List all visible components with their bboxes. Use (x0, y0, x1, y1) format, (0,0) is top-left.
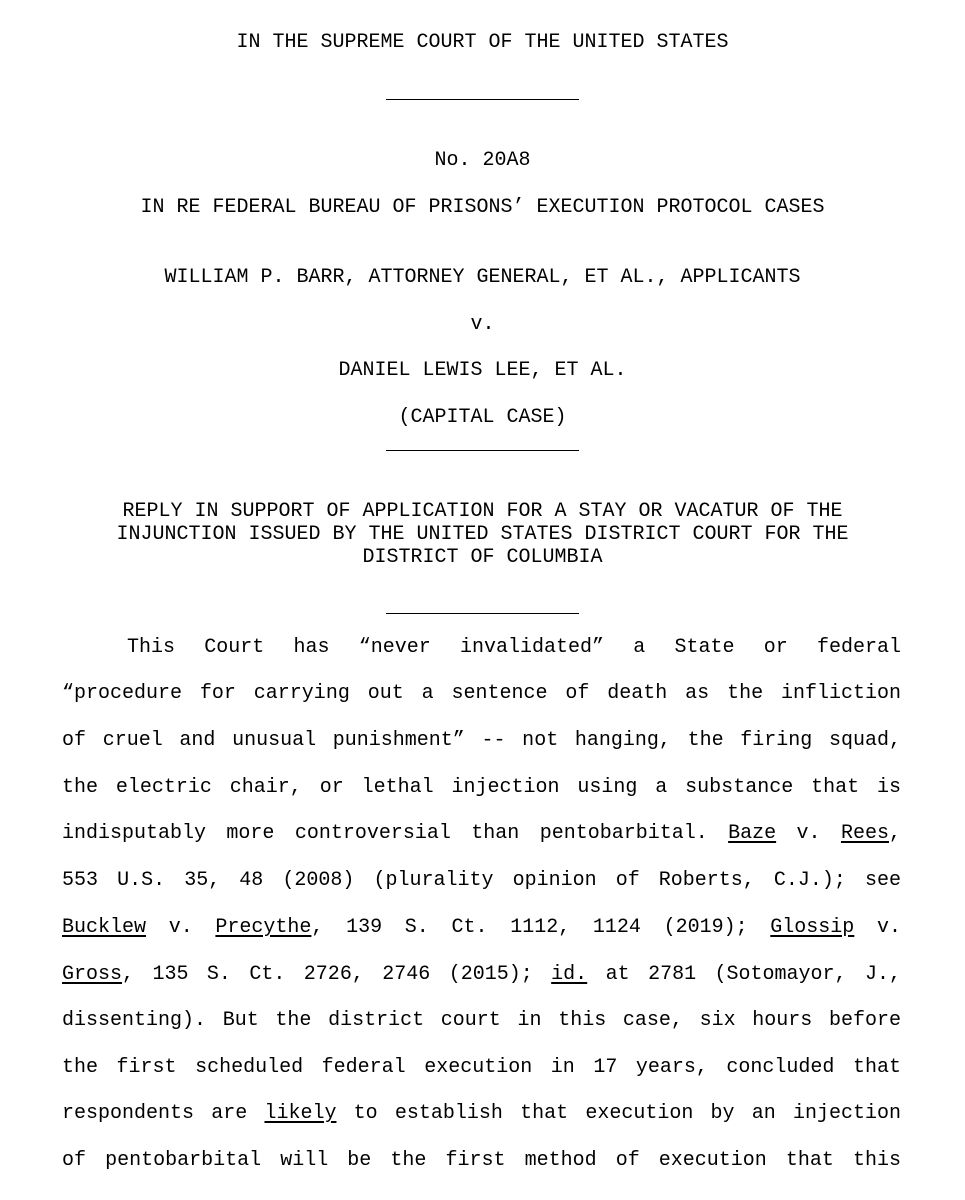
case-name-gross: Gross (62, 963, 123, 986)
body-text: , 139 S. Ct. 1112, 1124 (2019); (311, 916, 771, 939)
case-type-label: (CAPITAL CASE) (398, 406, 567, 429)
respondents-line: DANIEL LEWIS LEE, ET AL. (338, 359, 627, 382)
divider-rule-3 (386, 613, 579, 614)
emphasis-likely: likely (264, 1102, 337, 1125)
title-line-3: DISTRICT OF COLUMBIA (362, 546, 603, 569)
body-text: v. (146, 916, 216, 939)
body-text: at 2781 (Sotomayor, J., (587, 963, 902, 986)
body-line-4: the electric chair, or lethal injection using a substance that is (62, 776, 901, 799)
case-caption: IN RE FEDERAL BUREAU OF PRISONS’ EXECUTION PROTOCOL CASES (140, 196, 825, 219)
case-name-precythe: Precythe (215, 916, 312, 939)
divider-rule-1 (386, 99, 579, 100)
case-name-rees: Rees (840, 822, 889, 845)
body-line-6: 553 U.S. 35, 48 (2008) (plurality opinion of Roberts, C.J.); see (62, 869, 901, 892)
divider-rule-2 (386, 450, 579, 451)
case-name-glossip: Glossip (770, 916, 855, 939)
body-line-9: dissenting). But the district court in this case, six hours before (62, 1009, 901, 1032)
body-line-7 (62, 916, 901, 940)
body-text: , (888, 822, 901, 845)
title-line-2: INJUNCTION ISSUED BY THE UNITED STATES DISTRICT COURT FOR THE (116, 523, 849, 546)
body-text: respondents are (62, 1102, 265, 1125)
citation-id: id. (551, 963, 588, 986)
body-text: , 135 S. Ct. 2726, 2746 (2015); (122, 963, 552, 986)
body-text: indisputably more controversial than pentobarbital. (62, 822, 729, 845)
body-line-2: “procedure for carrying out a sentence of death as the infliction (62, 682, 901, 705)
body-line-11 (62, 1102, 901, 1126)
body-line-10: the first scheduled federal execution in 17 years, concluded that (62, 1056, 901, 1079)
body-text: v. (776, 822, 841, 845)
body-line-1: This Court has “never invalidated” a State or federal (127, 636, 901, 659)
body-text: v. (854, 916, 902, 939)
body-text: to establish that execution by an injection (336, 1102, 902, 1125)
body-line-12: of pentobarbital will be the first method of execution that this (62, 1149, 901, 1172)
versus-line: v. (470, 313, 495, 336)
case-name-baze: Baze (728, 822, 777, 845)
body-line-5 (62, 822, 901, 846)
body-line-8 (62, 963, 901, 987)
case-name-bucklew: Bucklew (62, 916, 147, 939)
court-heading: IN THE SUPREME COURT OF THE UNITED STATES (236, 31, 729, 54)
docket-number: No. 20A8 (434, 149, 531, 172)
body-line-3: of cruel and unusual punishment” -- not hanging, the firing squad, (62, 729, 901, 752)
title-line-1: REPLY IN SUPPORT OF APPLICATION FOR A STAY OR VACATUR OF THE (122, 500, 843, 523)
applicants-line: WILLIAM P. BARR, ATTORNEY GENERAL, ET AL., APPLICANTS (164, 266, 801, 289)
